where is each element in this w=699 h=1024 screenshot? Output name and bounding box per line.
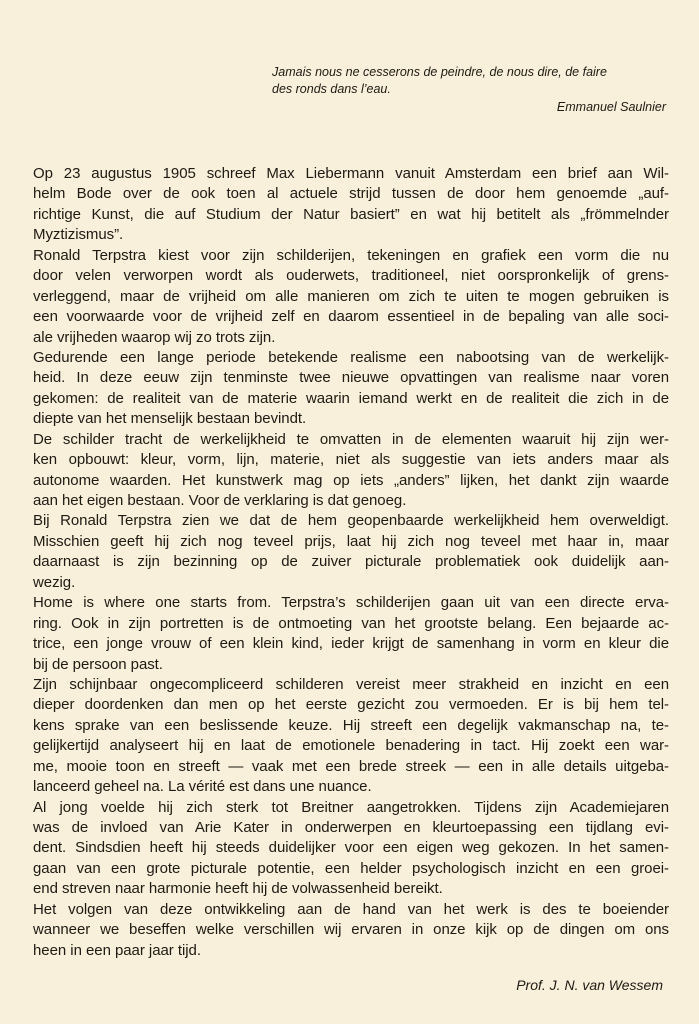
epigraph <box>272 64 672 116</box>
text-line: Gedurende een lange periode betekende realisme een nabootsing van de werkelijk- <box>33 348 669 366</box>
paragraph <box>33 164 669 246</box>
text-line: helm Bode over de ook toen al actuele strijd tussen de door hem genoemde „auf- <box>33 185 669 203</box>
text-line: ken opbouwt: kleur, vorm, lijn, materie, niet als suggestie van iets anders maar als <box>33 451 669 469</box>
text-line: trice, een jonge vrouw of een klein kind, ieder krijgt de samenhang in vorm en kleur die <box>33 635 669 653</box>
text-line: kens sprake van een beslissende keuze. Hij streeft een degelijk vakmanschap na, te- <box>33 716 669 734</box>
text-line: Zijn schijnbaar ongecompliceerd schilderen vereist meer strakheid en inzicht en een <box>33 675 669 693</box>
epigraph-line: des ronds dans l’eau. <box>272 82 391 96</box>
text-line: richtige Kunst, die auf Studium der Natur basiert” en wat hij betitelt als „frömmelnder <box>33 205 669 223</box>
paragraph <box>33 593 669 675</box>
text-line: ring. Ook in zijn portretten is de ontmoeting van het grootste belang. Een bejaarde ac- <box>33 614 669 632</box>
text-line: een voorwaarde voor de vrijheid zelf en daarom essentieel in de bepaling van alle soci- <box>33 308 669 326</box>
text-line: verleggend, maar de vrijheid om alle manieren om zich te uiten te mogen gebruiken is <box>33 287 669 305</box>
paragraph <box>33 430 669 512</box>
text-line: door velen verworpen wordt als ouderwets, traditioneel, niet oorspronkelijk of grens- <box>33 267 669 285</box>
text-line: heid. In deze eeuw zijn tenminste twee nieuwe opvattingen van realisme naar voren <box>33 369 669 387</box>
text-line: Al jong voelde hij zich sterk tot Breitner aangetrokken. Tijdens zijn Academiejaren <box>33 798 669 816</box>
text-line: dent. Sindsdien heeft hij steeds duidelijker voor een eigen weg gekozen. In het samen- <box>33 839 669 857</box>
text-line: end streven naar harmonie heeft hij de volwassenheid bereikt. <box>33 880 443 898</box>
text-line: gaan van een grote picturale potentie, een helder psychologisch inzicht en een groei- <box>33 859 669 877</box>
text-line: daarnaast is zijn bezinning op de zuiver picturale problematiek ook duidelijk aan- <box>33 553 669 571</box>
text-line: Misschien geeft hij zich nog teveel prijs, laat hij zich nog teveel met haar in, maar <box>33 532 669 550</box>
text-line: De schilder tracht de werkelijkheid te omvatten in de elementen waaruit hij zijn wer- <box>33 430 669 448</box>
text-line: Myztizismus”. <box>33 226 124 244</box>
paragraph <box>33 675 669 798</box>
paragraph <box>33 246 669 348</box>
epigraph-author: Emmanuel Saulnier <box>556 100 666 114</box>
text-line: was de invloed van Arie Kater in onderwerpen en kleurtoepassing een tijdlang evi- <box>33 819 669 836</box>
text-line: Bij Ronald Terpstra zien we dat de hem geopenbaarde werkelijkheid hem overweldigt. <box>33 512 669 530</box>
text-line: Op 23 augustus 1905 schreef Max Liebermann vanuit Amsterdam een brief aan Wil- <box>33 165 669 182</box>
text-line: dieper doordenken dan men op het eerste gezicht zou vermoeden. Er is bij hem tel- <box>33 696 669 714</box>
signature: Prof. J. N. van Wessem <box>516 977 663 993</box>
paragraph <box>33 900 669 961</box>
epigraph-line: Jamais nous ne cesserons de peindre, de nous dire, de faire <box>272 65 607 79</box>
text-line: autonome waarden. Het kunstwerk mag op iets „anders” lijken, het dankt zijn waarde <box>33 471 669 489</box>
text-line: diepte van het menselijk bestaan bevindt. <box>33 410 307 428</box>
text-line: ale vrijheden waarop wij zo trots zijn. <box>33 328 276 346</box>
text-line: gelijkertijd analyseert hij en laat de emotionele benadering in tact. Hij zoekt een war- <box>33 737 669 755</box>
paragraph <box>33 798 669 900</box>
text-line: me, mooie toon en streeft — vaak met een brede streek — een in alle details uitgeba- <box>33 757 669 775</box>
text-line: lanceerd geheel na. La vérité est dans une nuance. <box>33 778 372 796</box>
text-line: bij de persoon past. <box>33 655 163 673</box>
text-line: gekomen: de realiteit van de materie waarin iemand werkt en de realiteit die zich in de <box>33 389 669 407</box>
text-line: Ronald Terpstra kiest voor zijn schilderijen, tekeningen en grafiek een vorm die nu <box>33 246 669 264</box>
text-line: wanneer we beseffen welke verschillen wij ervaren in onze kijk op de dingen om ons <box>33 921 669 939</box>
paragraph <box>33 348 669 430</box>
text-line: Home is where one starts from. Terpstra’s schilderijen gaan uit van een directe erva- <box>33 594 669 612</box>
body-text <box>33 164 669 961</box>
paragraph <box>33 511 669 593</box>
text-line: heen in een paar jaar tijd. <box>33 941 201 959</box>
text-line: wezig. <box>33 573 76 591</box>
text-line: aan het eigen bestaan. Voor de verklaring is dat genoeg. <box>33 492 407 509</box>
text-line: Het volgen van deze ontwikkeling aan de hand van het werk is des te boeiender <box>33 900 669 918</box>
